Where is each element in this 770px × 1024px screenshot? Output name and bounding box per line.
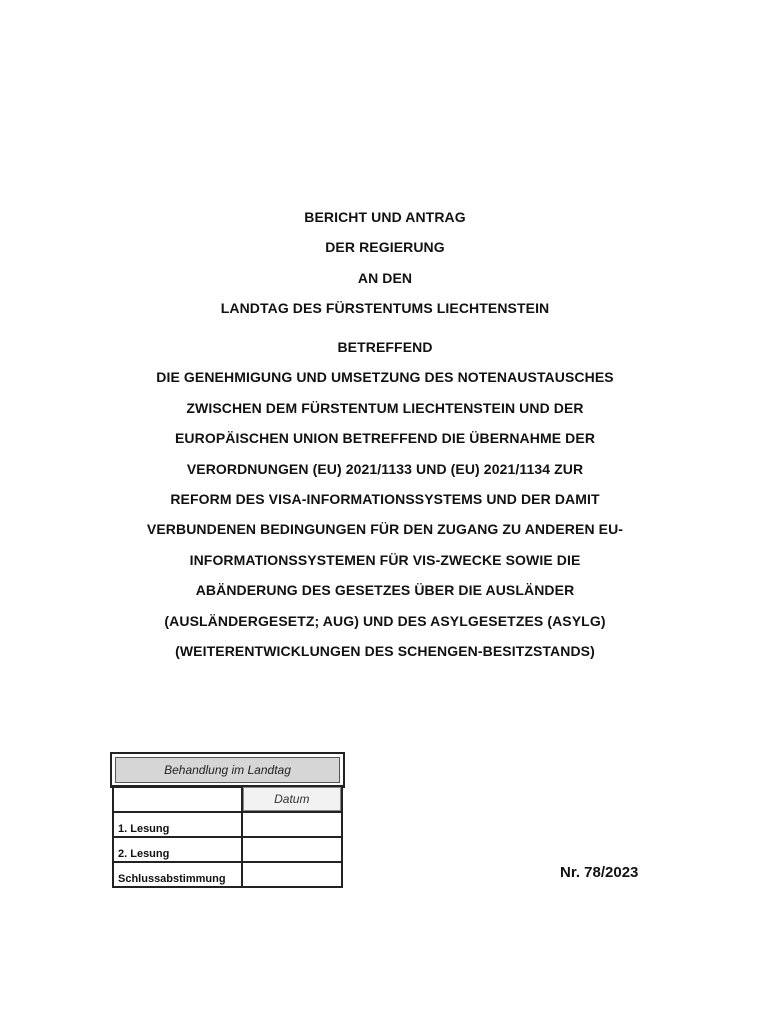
- date-column-header: Datum: [242, 786, 342, 812]
- header-line: DER REGIERUNG: [325, 239, 445, 256]
- subject-line: INFORMATIONSSYSTEMEN FÜR VIS-ZWECKE SOWIE DIE: [189, 551, 581, 568]
- header-line: LANDTAG DES FÜRSTENTUMS LIECHTENSTEIN: [220, 300, 550, 317]
- subject-line: (AUSLÄNDERGESETZ; AUG) UND DES ASYLGESETZES (ASYLG): [164, 612, 606, 629]
- table-title-frame: [110, 752, 345, 788]
- table-row: [113, 812, 342, 837]
- subject-line: ABÄNDERUNG DES GESETZES ÜBER DIE AUSLÄNDER: [195, 582, 575, 599]
- reading-label: 1. Lesung: [113, 812, 242, 837]
- landtag-treatment-table: [110, 752, 345, 889]
- table-header-row: [113, 786, 342, 812]
- report-header: [0, 202, 770, 324]
- subject-line: DIE GENEHMIGUNG UND UMSETZUNG DES NOTENAUSTAUSCHES: [156, 369, 614, 386]
- table-row: [113, 837, 342, 862]
- subject-line: (WEITERENTWICKLUNGEN DES SCHENGEN-BESITZSTANDS): [175, 642, 595, 659]
- subject-line: VERBUNDENEN BEDINGUNGEN FÜR DEN ZUGANG ZU ANDEREN EU-: [146, 521, 624, 538]
- subject-line: VERORDNUNGEN (EU) 2021/1133 UND (EU) 2021/1134 ZUR: [186, 460, 584, 477]
- subject-line: REFORM DES VISA-INFORMATIONSSYSTEMS UND DER DAMIT: [170, 490, 600, 507]
- subject-line: EUROPÄISCHEN UNION BETREFFEND DIE ÜBERNAHME DER: [174, 430, 596, 447]
- subject-line: BETREFFEND: [337, 339, 433, 355]
- date-cell: [242, 837, 342, 862]
- document-number: Nr. 78/2023: [560, 864, 639, 881]
- date-cell: [242, 862, 342, 887]
- date-cell: [242, 812, 342, 837]
- treatment-grid: [112, 785, 343, 888]
- header-line: AN DEN: [357, 269, 413, 286]
- subject-line: ZWISCHEN DEM FÜRSTENTUM LIECHTENSTEIN UND DER: [186, 399, 584, 416]
- reading-label: Schlussabstimmung: [113, 862, 242, 887]
- reading-label: 2. Lesung: [113, 837, 242, 862]
- table-title: Behandlung im Landtag: [115, 757, 340, 783]
- report-subject: [0, 332, 770, 666]
- table-row: [113, 862, 342, 887]
- empty-header-cell: [113, 786, 242, 812]
- header-line: BERICHT UND ANTRAG: [304, 209, 466, 225]
